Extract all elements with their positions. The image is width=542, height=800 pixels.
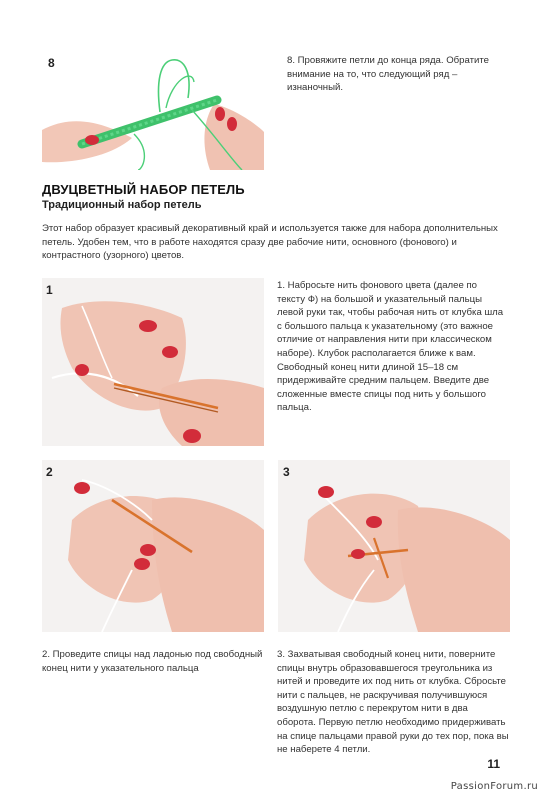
watermark: PassionForum.ru	[450, 781, 538, 792]
section-intro: Этот набор образует красивый декоративный край и используется также для набора дополнительных петель. Удобен тем, что в работе находятся сразу две рабочие нити, основного (фонового) и контрастного (узорного) цветов.	[42, 223, 498, 262]
step1-photo	[42, 278, 264, 446]
step1-number: 1	[46, 283, 53, 297]
step3-number: 3	[283, 465, 290, 479]
step1-text: 1. Набросьте нить фонового цвета (далее по тексту Ф) на большой и указательный пальцы левой руки так, чтобы рабочая нить от клубка шла с большого пальца к указательному (это важное отличие от направления нити при классическом наборе). Клубок располагается ближе к вам. Свободный конец нити длиной 15–18 см придерживайте средним пальцем. Введите две сложенные вместе спицы под нить у большого пальца.	[277, 280, 504, 414]
section-subtitle: Традиционный набор петель	[42, 199, 202, 211]
page-number: 11	[487, 757, 500, 771]
step3-photo	[278, 460, 510, 632]
step2-text: 2. Проведите спицы над ладонью под свободный конец нити у указательного пальца	[42, 649, 263, 674]
section-title: ДВУЦВЕТНЫЙ НАБОР ПЕТЕЛЬ	[42, 182, 245, 197]
step3-text: 3. Захватывая свободный конец нити, поверните спицы внутрь образовавшегося треугольника из нитей и проведите их под нить от клубка. Сбросьте нити с пальцев, не раскручивая получившуюся воздушную петлю с перекрутом нити в два оборота. Первую петлю необходимо придерживать на спице пальцами правой руки до тех пор, пока вы не наберете 4 петли.	[277, 649, 509, 756]
step8-photo	[42, 52, 264, 170]
step2-photo	[42, 460, 264, 632]
step8-number: 8	[48, 56, 55, 70]
step2-number: 2	[46, 465, 53, 479]
step8-text: 8. Провяжите петли до конца ряда. Обратите внимание на то, что следующий ряд – изнаночный.	[287, 55, 490, 94]
